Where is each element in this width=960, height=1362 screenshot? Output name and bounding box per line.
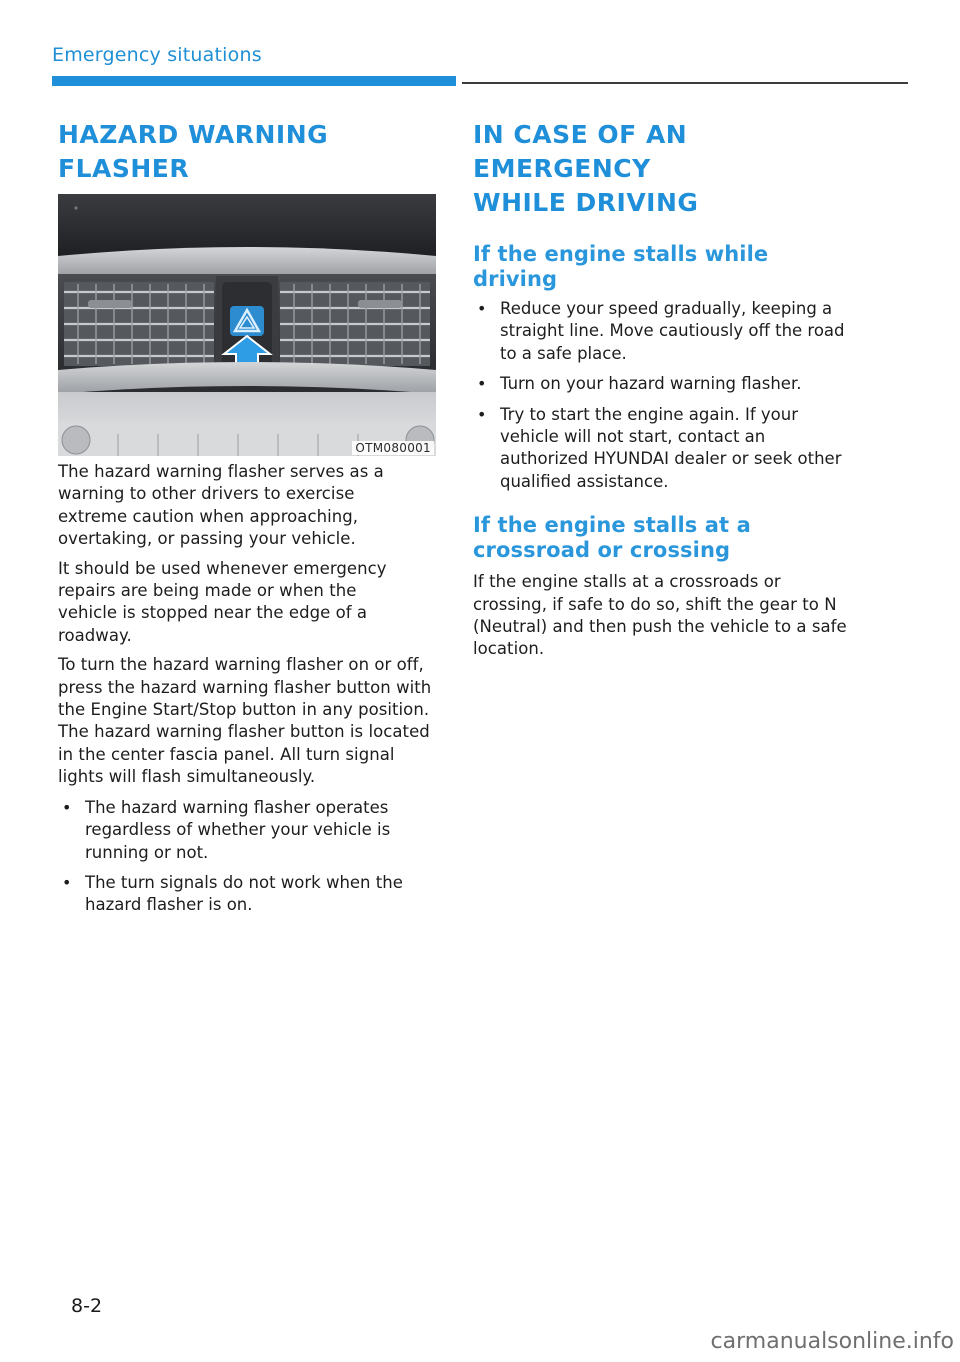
hazard-triangle-icon (230, 306, 264, 336)
list-item (473, 298, 853, 365)
bullet-icon: • (477, 374, 487, 394)
list-item-text: The hazard warning flasher operates regardless of whether your vehicle is running or not. (85, 797, 391, 862)
section-heading-hazard (58, 118, 436, 186)
watermark: carmanualsonline.info (710, 1329, 954, 1354)
section-heading-emergency (473, 118, 853, 220)
left-column (58, 118, 436, 917)
hazard-para-3: To turn the hazard warning flasher on or off, press the hazard warning flasher button with the Engine Start/Stop button in any position. The hazard warning flasher button is located in the center fascia panel. All turn signal lights will flash simultaneously. (58, 655, 432, 787)
heading-line-1: HAZARD WARNING (58, 120, 329, 149)
heading-line-1: IN CASE OF AN EMERGENCY (473, 120, 688, 183)
bullet-icon: • (477, 299, 487, 318)
list-item-text: The turn signals do not work when the hazard flasher is on. (85, 872, 403, 915)
header-rule (462, 82, 908, 84)
heading-line-2: FLASHER (58, 154, 190, 183)
bullet-icon: • (62, 797, 72, 817)
subheading-stalls-crossroad: If the engine stalls at a crossroad or crossing (473, 513, 751, 563)
header-accent-bar (52, 76, 456, 86)
page-number: 8-2 (71, 1295, 103, 1317)
figure-code: OTM080001 (352, 441, 434, 455)
bullet-icon: • (62, 872, 72, 892)
stall-steps-list (473, 298, 853, 493)
list-item (58, 872, 436, 917)
list-item-text: Reduce your speed gradually, keeping a straight line. Move cautiously off the road to a safe place. (500, 299, 845, 363)
list-item-text: Turn on your hazard warning flasher. (500, 374, 802, 394)
running-header: Emergency situations (52, 44, 262, 66)
right-column (473, 118, 853, 661)
crossroad-para: If the engine stalls at a crossroads or crossing, if safe to do so, shift the gear to N (Neutral) and then push the vehicle to a safe location. (473, 572, 847, 659)
center-fascia-illustration (58, 194, 436, 456)
bullet-icon: • (477, 404, 487, 424)
subheading-stalls-driving: If the engine stalls while driving (473, 242, 769, 291)
list-item (473, 373, 853, 395)
heading-line-2: WHILE DRIVING (473, 188, 699, 217)
list-item (473, 404, 853, 494)
list-item (58, 797, 436, 864)
list-item-text: Try to start the engine again. If your vehicle will not start, contact an authorized HYUNDAI dealer or seek other qualified assistance. (500, 404, 842, 491)
hazard-para-1: The hazard warning flasher serves as a warning to other drivers to exercise extreme caution when approaching, overtaking, or passing your vehicle. (58, 462, 384, 549)
dashboard-figure (58, 194, 436, 456)
hazard-notes-list (58, 797, 436, 917)
hazard-para-2: It should be used whenever emergency repairs are being made or when the vehicle is stopped near the edge of a roadway. (58, 558, 387, 645)
